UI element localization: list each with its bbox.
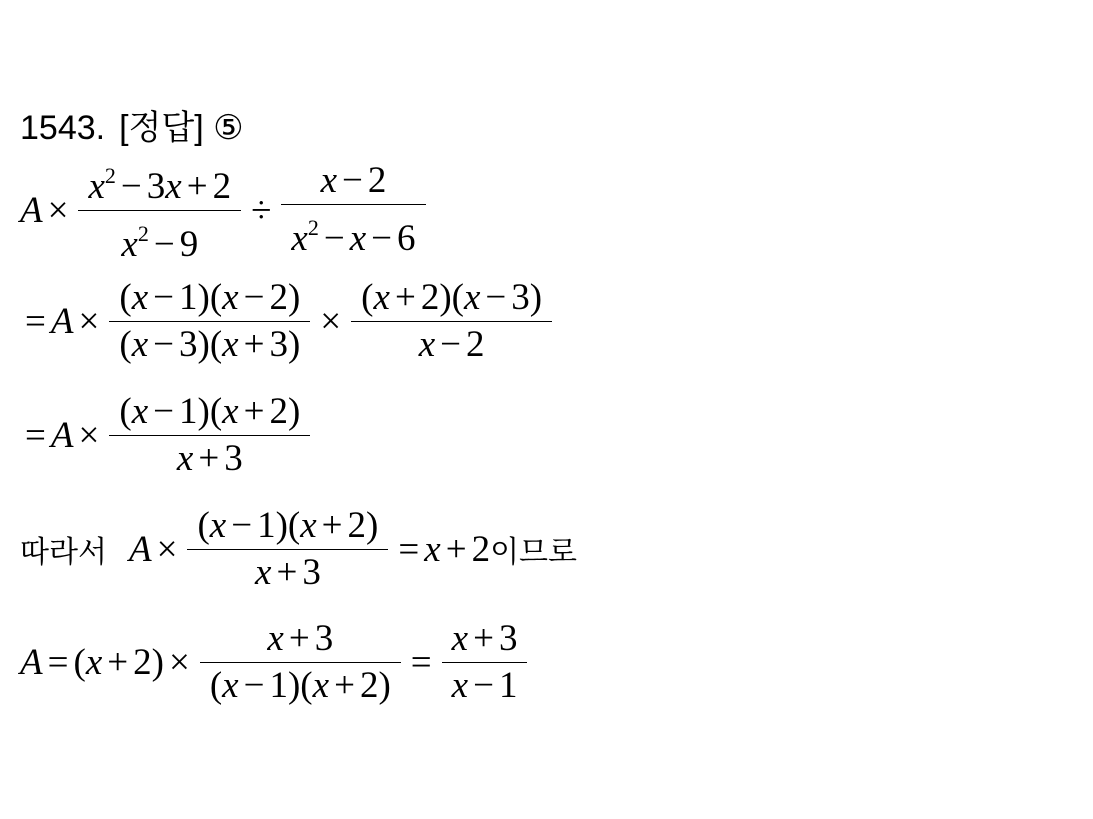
times-sign: × xyxy=(320,300,342,342)
digit: 3 xyxy=(269,323,288,365)
times-sign: × xyxy=(168,641,190,683)
digit: 2 xyxy=(133,641,152,683)
fraction xyxy=(187,503,388,596)
plus-sign: + xyxy=(186,165,208,207)
digit: 2 xyxy=(359,664,379,706)
exponent: 2 xyxy=(137,220,149,246)
digit: 1 xyxy=(179,276,198,318)
paren: ( xyxy=(300,664,313,706)
plus-sign: + xyxy=(334,664,355,706)
minus-sign: − xyxy=(153,323,174,365)
digit: 2 xyxy=(212,165,232,207)
paren: ) xyxy=(197,276,210,318)
digit: 9 xyxy=(179,223,199,265)
var-x: x xyxy=(88,165,105,207)
var-x: x xyxy=(255,551,272,593)
var-A: A xyxy=(20,189,43,231)
paren: ) xyxy=(197,390,210,432)
paren: ) xyxy=(378,664,391,706)
var-x: x xyxy=(291,218,308,259)
var-A: A xyxy=(50,414,74,456)
minus-sign: − xyxy=(153,223,175,265)
times-sign: × xyxy=(78,300,100,342)
fraction xyxy=(78,153,241,268)
var-A: A xyxy=(20,641,43,683)
equals-sign: = xyxy=(398,528,420,570)
fraction xyxy=(281,158,425,262)
paren: ) xyxy=(439,276,452,318)
var-x: x xyxy=(451,617,469,659)
var-x: x xyxy=(418,323,436,365)
paren: ) xyxy=(275,504,288,546)
paren: ) xyxy=(197,323,210,365)
digit: 6 xyxy=(397,218,416,259)
denominator xyxy=(111,211,208,268)
var-x: x xyxy=(300,504,317,546)
digit: 3 xyxy=(179,323,198,365)
digit: 2 xyxy=(471,528,491,570)
divide-sign: ÷ xyxy=(251,189,272,231)
fraction xyxy=(351,275,552,368)
paren: ( xyxy=(119,390,132,432)
numerator xyxy=(78,153,241,210)
fraction xyxy=(200,616,401,709)
var-x: x xyxy=(131,323,149,365)
numerator xyxy=(109,389,310,435)
numerator xyxy=(257,616,343,662)
plus-sign: + xyxy=(107,641,129,683)
minus-sign: − xyxy=(371,218,393,259)
paren: ) xyxy=(151,641,164,683)
paren: ( xyxy=(209,276,223,318)
plus-sign: + xyxy=(473,617,494,659)
var-x: x xyxy=(131,276,149,318)
plus-sign: + xyxy=(198,437,220,479)
times-sign: × xyxy=(47,189,69,231)
exponent: 2 xyxy=(104,162,116,188)
digit: 1 xyxy=(498,664,518,706)
paren: ) xyxy=(287,323,301,365)
problem-number: 1543. xyxy=(20,109,106,147)
fraction xyxy=(109,275,310,368)
var-x: x xyxy=(176,437,194,479)
exponent: 2 xyxy=(307,215,319,240)
minus-sign: − xyxy=(231,504,253,546)
digit: 3 xyxy=(511,276,530,318)
var-x: x xyxy=(312,664,330,706)
paren: ( xyxy=(209,664,223,706)
digit: 2 xyxy=(367,160,387,201)
denominator xyxy=(281,205,425,262)
digit: 3 xyxy=(498,617,518,659)
plus-sign: + xyxy=(288,617,310,659)
solution-header xyxy=(20,100,577,156)
equals-sign: = xyxy=(25,414,46,456)
plus-sign: + xyxy=(276,551,298,593)
equals-sign: = xyxy=(25,300,46,342)
paren: ( xyxy=(119,323,132,365)
paren: ) xyxy=(366,504,379,546)
minus-sign: − xyxy=(323,218,345,259)
var-x: x xyxy=(85,641,103,683)
var-x: x xyxy=(222,323,239,365)
numerator xyxy=(109,275,310,321)
var-x: x xyxy=(165,165,182,207)
plus-sign: + xyxy=(445,528,467,570)
equals-sign: = xyxy=(47,641,69,683)
denominator xyxy=(442,663,528,709)
denominator xyxy=(167,436,253,482)
digit: 2 xyxy=(420,276,440,318)
minus-sign: − xyxy=(473,664,494,706)
paren: ( xyxy=(209,390,223,432)
paren: ) xyxy=(287,276,301,318)
minus-sign: − xyxy=(485,276,507,318)
digit: 1 xyxy=(257,504,276,546)
equation-line-5 xyxy=(20,606,577,718)
numerator xyxy=(442,616,528,662)
minus-sign: − xyxy=(342,160,363,201)
var-x: x xyxy=(222,276,239,318)
denominator xyxy=(245,550,331,596)
plus-sign: + xyxy=(321,504,343,546)
fraction xyxy=(109,389,310,482)
paren: ) xyxy=(529,276,543,318)
digit: 1 xyxy=(179,390,198,432)
paren: ( xyxy=(287,504,301,546)
var-x: x xyxy=(209,504,227,546)
var-x: x xyxy=(320,160,338,201)
minus-sign: − xyxy=(243,664,265,706)
denominator xyxy=(409,322,495,368)
var-x: x xyxy=(463,276,481,318)
var-x: x xyxy=(349,218,367,259)
times-sign: × xyxy=(156,528,178,570)
times-sign: × xyxy=(78,414,100,456)
var-x: x xyxy=(267,617,284,659)
numerator xyxy=(311,158,397,204)
denominator xyxy=(200,663,401,709)
minus-sign: − xyxy=(440,323,462,365)
digit: 3 xyxy=(314,617,334,659)
var-x: x xyxy=(131,390,149,432)
equation-line-1 xyxy=(20,156,577,264)
denominator xyxy=(109,322,310,368)
var-x: x xyxy=(451,664,469,706)
var-x: x xyxy=(222,390,239,432)
plus-sign: + xyxy=(394,276,416,318)
digit: 2 xyxy=(269,276,288,318)
answer-label: [정답] ⑤ xyxy=(119,109,244,147)
so-text: 이므로 xyxy=(490,535,578,570)
var-A: A xyxy=(128,528,152,570)
solution xyxy=(20,100,577,718)
therefore-text: 따라서 xyxy=(20,535,107,570)
paren: ( xyxy=(119,276,132,318)
digit: 3 xyxy=(302,551,321,593)
digit: 2 xyxy=(269,390,288,432)
plus-sign: + xyxy=(243,390,265,432)
minus-sign: − xyxy=(120,165,142,207)
minus-sign: − xyxy=(153,390,174,432)
paren: ) xyxy=(287,664,301,706)
minus-sign: − xyxy=(153,276,174,318)
paren: ( xyxy=(73,641,86,683)
plus-sign: + xyxy=(243,323,265,365)
digit: 2 xyxy=(466,323,485,365)
equation-line-3 xyxy=(20,378,577,492)
digit: 2 xyxy=(347,504,367,546)
numerator xyxy=(351,275,552,321)
var-x: x xyxy=(222,664,239,706)
paren: ( xyxy=(209,323,223,365)
paren: ( xyxy=(197,504,210,546)
equation-line-4 xyxy=(20,492,577,606)
digit: 1 xyxy=(269,664,288,706)
minus-sign: − xyxy=(243,276,265,318)
equation-line-2 xyxy=(20,264,577,378)
numerator xyxy=(187,503,388,549)
paren: ) xyxy=(287,390,301,432)
digit: 3 xyxy=(224,437,243,479)
equals-sign: = xyxy=(410,641,432,683)
var-x: x xyxy=(373,276,390,318)
paren: ( xyxy=(451,276,464,318)
fraction xyxy=(442,616,528,709)
var-x: x xyxy=(121,223,138,265)
paren: ( xyxy=(361,276,374,318)
var-A: A xyxy=(50,300,74,342)
digit: 3 xyxy=(146,165,166,207)
var-x: x xyxy=(424,528,441,570)
